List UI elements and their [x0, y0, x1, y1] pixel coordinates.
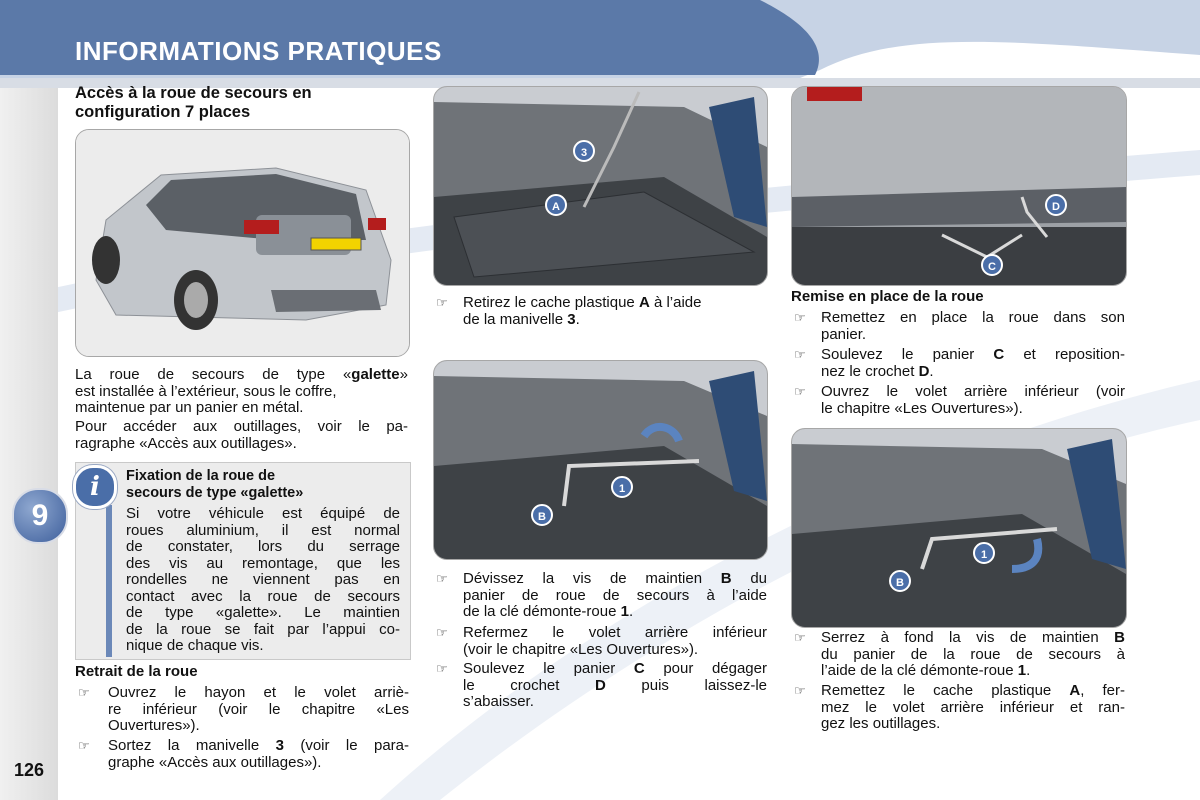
- tighten-illustration: [792, 429, 1126, 627]
- info-box-body: [126, 506, 400, 655]
- pointing-hand-icon: ☞: [436, 571, 448, 586]
- retrait-step-1: [78, 685, 409, 735]
- bumper-illustration: [792, 87, 1126, 285]
- step-remove-cover: ☞ Retirez le cache plastique A à l’aide de la manivelle 3.: [436, 294, 702, 328]
- chapter-badge: 9: [12, 488, 68, 544]
- info-body-line: roues aluminium, il est normal: [126, 521, 400, 539]
- intro-line: est installée à l’extérieur, sous le coffre,: [75, 382, 337, 400]
- pointing-hand-icon: ☞: [794, 347, 806, 362]
- info-title-line: Fixation de la roue de: [126, 468, 276, 484]
- trunk-cover-photo: [433, 86, 768, 286]
- remise-step-4: ☞ Serrez à fond la vis de maintien B du panier de la roue de secours à l’aide de la clé démonte-roue 1.: [794, 629, 1125, 679]
- section-title-access: [75, 84, 415, 122]
- trunk-illustration: [434, 87, 767, 285]
- tools-paragraph: [75, 419, 408, 452]
- tighten-photo: [791, 428, 1127, 628]
- info-body-line: de la roue se fait par l’appui co-: [126, 620, 400, 638]
- info-body-line: rondelles ne viennent pas en: [126, 571, 400, 588]
- pointing-hand-icon: ☞: [794, 310, 806, 325]
- label-1: 1: [980, 549, 988, 561]
- info-icon: i: [73, 465, 117, 509]
- pointing-hand-icon: ☞: [78, 738, 90, 753]
- remise-step-2: ☞ Soulevez le panier C et reposition- nez le crochet D.: [794, 346, 1125, 380]
- tools-line: Pour accéder aux outillages, voir le pa-: [75, 418, 408, 435]
- remise-step-5: ☞ Remettez le cache plastique A, fer- mez le volet arrière inférieur et ran- gez les outillages.: [794, 682, 1125, 732]
- page-title: INFORMATIONS PRATIQUES: [75, 36, 442, 66]
- section-title-line: configuration 7 places: [75, 103, 251, 121]
- pointing-hand-icon: ☞: [78, 685, 90, 700]
- section-title-line: Accès à la roue de secours en: [75, 84, 312, 102]
- label-b: B: [896, 577, 904, 589]
- remise-title: Remise en place de la roue: [791, 288, 984, 305]
- page-number: 126: [14, 760, 45, 780]
- pointing-hand-icon: ☞: [794, 384, 806, 399]
- remise-step-1: ☞ Remettez en place la roue dans son panier.: [794, 309, 1125, 343]
- info-box-accent-line: [106, 505, 112, 657]
- intro-paragraph: [75, 367, 408, 417]
- car-illustration: [76, 130, 409, 356]
- label-a: A: [552, 201, 560, 213]
- info-body-line: des vis au remontage, que les: [126, 554, 400, 572]
- retrait-step-2: [78, 738, 409, 772]
- car-rear-photo: [75, 129, 410, 357]
- unscrew-photo: [433, 360, 768, 560]
- step-close-flap: ☞ Refermez le volet arrière inférieur (voir le chapitre «Les Ouvertures»).: [436, 624, 767, 658]
- pointing-hand-icon: ☞: [436, 295, 448, 310]
- info-body-line: contact avec la roue de secours: [126, 587, 400, 605]
- info-body-line: de constater, lors du serrage: [126, 538, 400, 555]
- step-unscrew: ☞ Dévissez la vis de maintien B du panier de roue de secours à l’aide de la clé démonte-roue 1.: [436, 570, 767, 620]
- info-title-line: secours de type «galette»: [126, 484, 304, 501]
- unscrew-illustration: [434, 361, 767, 559]
- info-body-line: de type «galette». Le maintien: [126, 604, 400, 621]
- under-bumper-photo: [791, 86, 1127, 286]
- info-box-title: [126, 468, 401, 501]
- label-c: C: [988, 261, 996, 273]
- intro-line: La roue de secours de type «galette»: [75, 366, 408, 383]
- intro-line: maintenue par un panier en métal.: [75, 399, 304, 416]
- retrait-step-1-text: Ouvrez le hayon et le volet arriè- re inférieur (voir le chapitre «Les Ouvertures»).: [108, 684, 409, 734]
- label-1: 1: [618, 483, 626, 495]
- pointing-hand-icon: ☞: [436, 625, 448, 640]
- info-body-line: nique de chaque vis.: [126, 637, 264, 654]
- info-body-line: Si votre véhicule est équipé de: [126, 505, 400, 522]
- pointing-hand-icon: ☞: [794, 630, 806, 645]
- label-b: B: [538, 511, 546, 523]
- step-lift-basket: ☞ Soulevez le panier C pour dégager le crochet D puis laissez-le s’abaisser.: [436, 660, 768, 710]
- retrait-step-2-text: Sortez la manivelle 3 (voir le para- graphe «Accès aux outillages»).: [108, 737, 409, 771]
- label-d: D: [1052, 201, 1060, 213]
- retrait-title: Retrait de la roue: [75, 663, 198, 680]
- tools-line: ragraphe «Accès aux outillages».: [75, 434, 297, 452]
- pointing-hand-icon: ☞: [436, 661, 448, 676]
- label-3: 3: [580, 147, 588, 159]
- pointing-hand-icon: ☞: [794, 683, 806, 698]
- chapter-strip: [0, 88, 58, 800]
- remise-step-3: ☞ Ouvrez le volet arrière inférieur (voir le chapitre «Les Ouvertures»).: [794, 383, 1125, 417]
